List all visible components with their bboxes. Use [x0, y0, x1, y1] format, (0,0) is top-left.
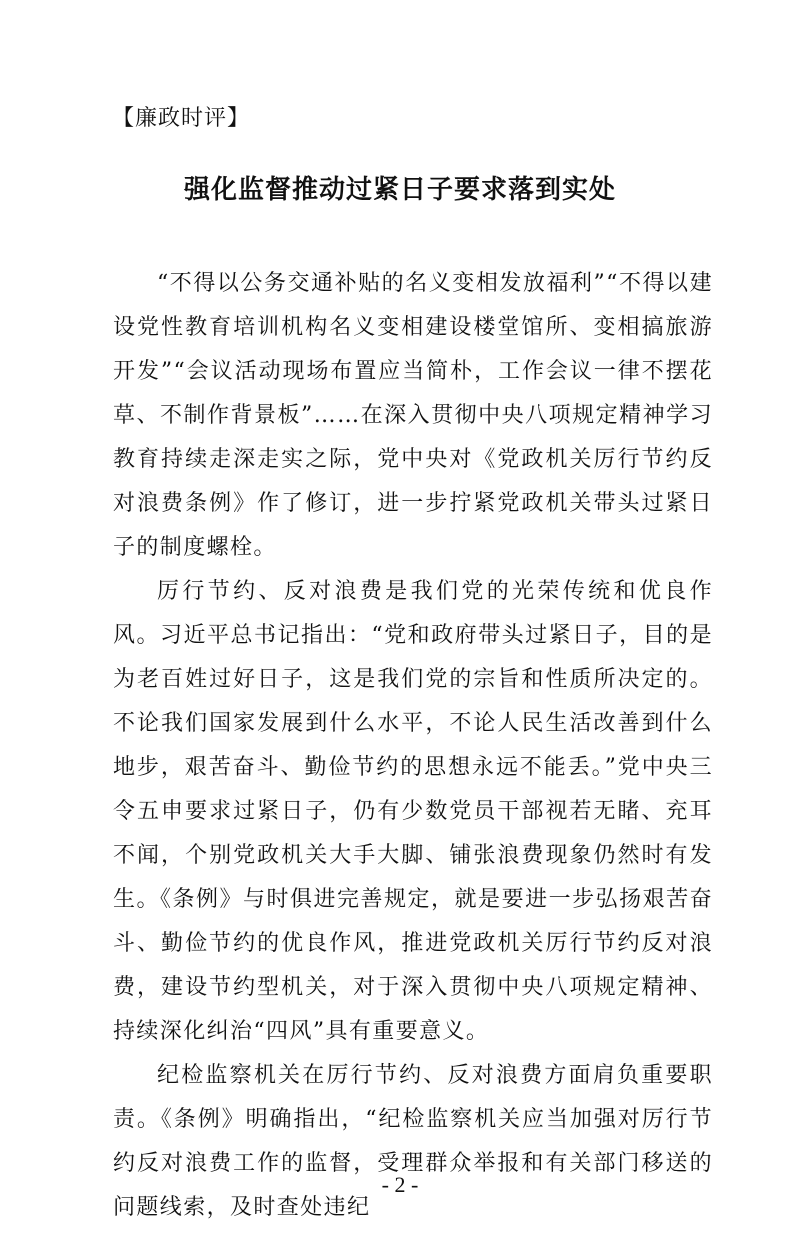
column-tag: 【廉政时评】 — [112, 106, 251, 131]
paragraph-3: 纪检监察机关在厉行节约、反对浪费方面肩负重要职责。《条例》明确指出，“纪检监察机关应当加强对厉行节约反对浪费工作的监督，受理群众举报和有关部门移送的问题线索，及时查处违纪 — [113, 1063, 713, 1220]
paragraph-2: 厉行节约、反对浪费是我们党的光荣传统和优良作风。习近平总书记指出：“党和政府带头过紧日子，目的是为老百姓过好日子，这是我们党的宗旨和性质所决定的。不论我们国家发展到什么水平，不论人民生活改善到什么地步，艰苦奋斗、勤俭节约的思想永远不能丢。”党中央三令五申要求过紧日子，仍有少数党员干部视若无睹、充耳不闻，个别党政机关大手大脚、铺张浪费现象仍然时有发生。《条例》与时俱进完善规定，就是要进一步弘扬艰苦奋斗、勤俭节约的优良作风，推进党政机关厉行节约反对浪费，建设节约型机关，对于深入贯彻中央八项规定精神、持续深化纠治“四风”具有重要意义。 — [113, 579, 713, 1044]
paragraph-1: “不得以公务交通补贴的名义变相发放福利”“不得以建设党性教育培训机构名义变相建设楼堂馆所、变相搞旅游开发”“会议活动现场布置应当简朴，工作会议一律不摆花草、不制作背景板”……在深入贯彻中央八项规定精神学习教育持续走深走实之际，党中央对《党政机关厉行节约反对浪费条例》作了修订，进一步拧紧党政机关带头过紧日子的制度螺栓。 — [113, 271, 713, 560]
article-body — [113, 262, 713, 1230]
page-number: - 2 - — [381, 1172, 419, 1197]
article-title: 强化监督推动过紧日子要求落到实处 — [183, 175, 616, 205]
